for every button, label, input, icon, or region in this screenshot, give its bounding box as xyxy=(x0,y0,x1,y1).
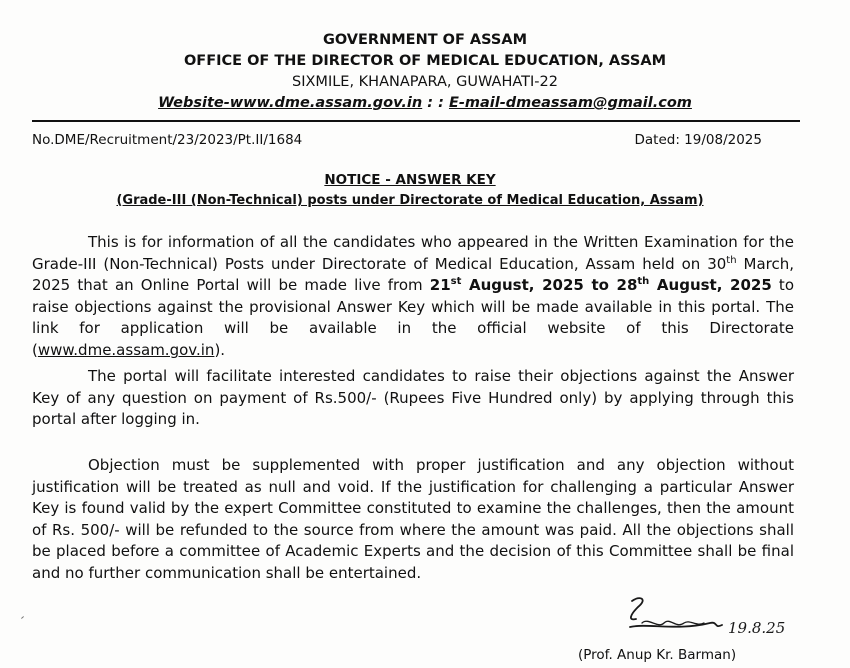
portal-dates xyxy=(430,276,772,294)
website-link[interactable]: Website-www.dme.assam.gov.in xyxy=(158,95,423,111)
paragraph-objection: Objection must be supplemented with proper justification and any objection without justification will be treated as null and void. If the justification for challenging a particular Answer Key is found valid by the expert Committee constituted to examine the challenges, then the amount of Rs. 500/- will be refunded to the source from where the amount was paid. All the objections shall be placed before a committee of Academic Experts and the decision of this Committee shall be final and no further communication shall be entertained. xyxy=(32,456,794,582)
scan-speck xyxy=(21,616,24,619)
letterhead xyxy=(0,30,850,114)
office-title: OFFICE OF THE DIRECTOR OF MEDICAL EDUCATION, ASSAM xyxy=(183,53,667,69)
office-address: SIXMILE, KHANAPARA, GUWAHATI-22 xyxy=(292,74,558,90)
paragraph-portal: The portal will facilitate interested candidates to raise their objections against the Answer Key of any question on payment of Rs.500/- (Rupees Five Hundred only) by applying through this portal after logging in. xyxy=(32,367,794,429)
notice-title: NOTICE - ANSWER KEY xyxy=(324,172,496,188)
government-title: GOVERNMENT OF ASSAM xyxy=(322,32,528,48)
notice-subtitle: (Grade-III (Non-Technical) posts under Directorate of Medical Education, Assam) xyxy=(116,193,704,208)
date-to-rest: August, 2025 xyxy=(649,276,772,295)
para1-text-a: This is for information of all the candidates who appeared in the Written Examination for the Grade-III (Non-Technical) Posts under Directorate of Medical Education, Assam held on 30 xyxy=(32,233,794,273)
date-label: Dated: 19/08/2025 xyxy=(634,132,762,148)
website-url-link[interactable]: www.dme.assam.gov.in xyxy=(37,340,215,359)
contact-separator: : : xyxy=(422,95,449,111)
date-from-sup: st xyxy=(450,276,462,288)
ordinal-sup: th xyxy=(726,254,737,266)
date-from-rest: August, 2025 to 28 xyxy=(461,276,638,295)
paragraph-information xyxy=(32,232,794,362)
contact-line xyxy=(0,93,850,114)
para1-text-d: ). xyxy=(214,340,226,359)
para1-text-b: March, 2025 that an Online Portal will be made live from xyxy=(32,254,795,295)
reference-number: No.DME/Recruitment/23/2023/Pt.II/1684 xyxy=(32,132,303,148)
date-to-sup: th xyxy=(637,276,650,288)
signatory-name: (Prof. Anup Kr. Barman) xyxy=(578,647,737,663)
signature-date: 19.8.25 xyxy=(728,619,786,637)
header-divider xyxy=(32,120,800,122)
handwritten-signature xyxy=(618,593,818,648)
para1-text-c: to raise objections against the provisional Answer Key which will be made available in this portal. The link for application will be available in the official website of this Directorate ( xyxy=(32,276,794,359)
date-from-day: 21 xyxy=(429,276,451,295)
email-link[interactable]: E-mail-dmeassam@gmail.com xyxy=(448,95,692,111)
